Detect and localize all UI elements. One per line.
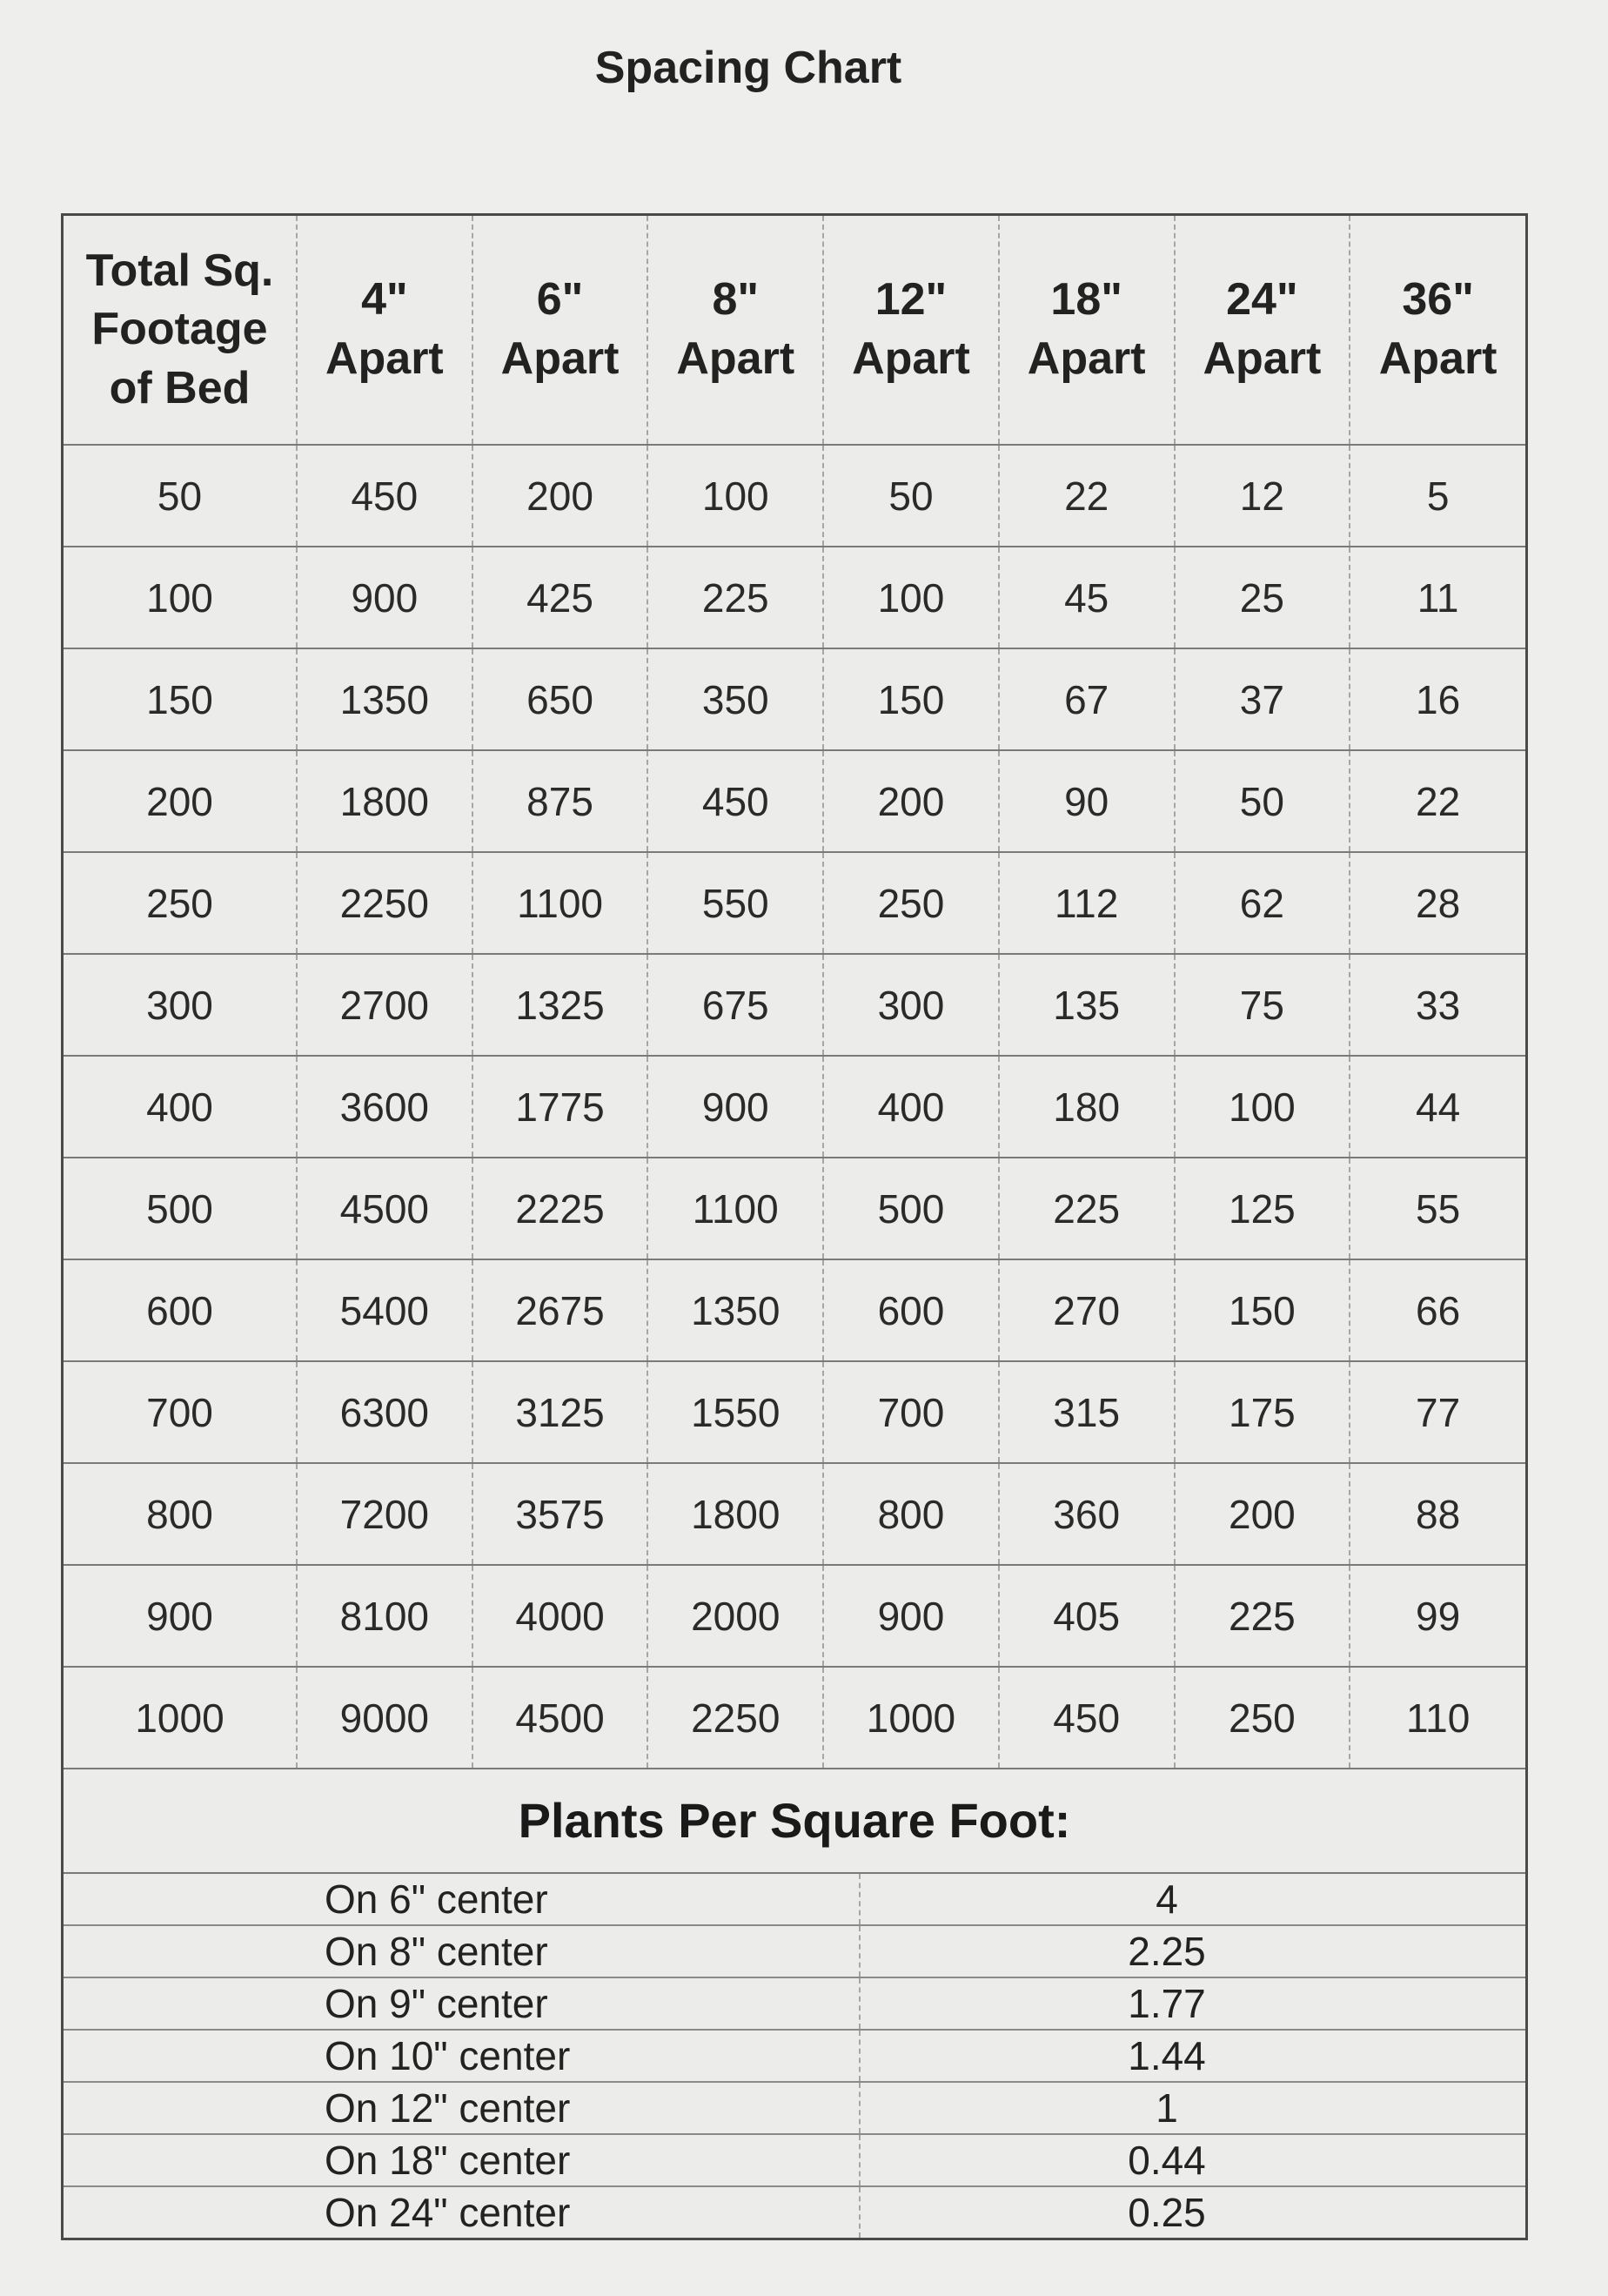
cell-bed-footage: 100 <box>64 547 297 648</box>
cell-plant-count: 360 <box>999 1463 1175 1565</box>
cell-plant-count: 135 <box>999 954 1175 1056</box>
cell-plant-count: 250 <box>823 852 999 954</box>
cell-bed-footage: 200 <box>64 750 297 852</box>
ppsf-center-label: On 6" center <box>64 1874 860 1925</box>
spacing-sheet <box>61 213 1528 2240</box>
ppsf-row <box>64 2082 1525 2134</box>
table-row <box>64 750 1525 852</box>
cell-bed-footage: 300 <box>64 954 297 1056</box>
table-row <box>64 445 1525 547</box>
header-spacing-col <box>823 216 999 445</box>
header-total-sq-footage <box>64 216 297 445</box>
ppsf-row <box>64 2186 1525 2238</box>
cell-plant-count: 1775 <box>472 1056 648 1158</box>
cell-plant-count: 50 <box>823 445 999 547</box>
cell-plant-count: 180 <box>999 1056 1175 1158</box>
ppsf-row <box>64 1925 1525 1977</box>
cell-plant-count: 350 <box>647 648 823 750</box>
cell-plant-count: 4000 <box>472 1565 648 1667</box>
cell-plant-count: 550 <box>647 852 823 954</box>
cell-plant-count: 9000 <box>297 1667 472 1769</box>
header-line: 4" <box>361 274 408 326</box>
header-line: Apart <box>1203 333 1322 384</box>
header-line: Apart <box>676 333 795 384</box>
cell-plant-count: 75 <box>1175 954 1350 1056</box>
header-spacing-col <box>1175 216 1350 445</box>
table-row <box>64 1056 1525 1158</box>
ppsf-value: 0.25 <box>1128 2190 1206 2235</box>
cell-plant-count: 1100 <box>647 1158 823 1259</box>
header-row <box>64 216 1525 445</box>
cell-plant-count: 900 <box>823 1565 999 1667</box>
cell-plant-count: 1350 <box>647 1259 823 1361</box>
header-line: 6" <box>536 274 584 326</box>
plants-per-square-foot-title: Plants Per Square Foot: <box>64 1769 1525 1874</box>
cell-bed-footage: 600 <box>64 1259 297 1361</box>
cell-plant-count: 700 <box>823 1361 999 1463</box>
header-line: 8" <box>712 274 760 326</box>
cell-bed-footage: 500 <box>64 1158 297 1259</box>
cell-plant-count: 6300 <box>297 1361 472 1463</box>
cell-plant-count: 450 <box>297 445 472 547</box>
cell-plant-count: 1325 <box>472 954 648 1056</box>
cell-plant-count: 66 <box>1350 1259 1525 1361</box>
cell-plant-count: 1000 <box>823 1667 999 1769</box>
cell-plant-count: 200 <box>1175 1463 1350 1565</box>
cell-plant-count: 2225 <box>472 1158 648 1259</box>
header-line: Total Sq. <box>85 245 274 296</box>
cell-plant-count: 1350 <box>297 648 472 750</box>
header-line: 24" <box>1226 274 1298 326</box>
page-title: Spacing Chart <box>594 43 902 93</box>
table-row <box>64 852 1525 954</box>
header-line: of Bed <box>109 362 251 413</box>
table-row <box>64 1463 1525 1565</box>
ppsf-center-label: On 12" center <box>64 2082 860 2134</box>
cell-plant-count: 175 <box>1175 1361 1350 1463</box>
ppsf-center-label: On 18" center <box>64 2134 860 2186</box>
cell-plant-count: 500 <box>823 1158 999 1259</box>
cell-plant-count: 405 <box>999 1565 1175 1667</box>
cell-plant-count: 1550 <box>647 1361 823 1463</box>
cell-plant-count: 800 <box>823 1463 999 1565</box>
cell-plant-count: 7200 <box>297 1463 472 1565</box>
cell-plant-count: 2675 <box>472 1259 648 1361</box>
header-spacing-col <box>297 216 472 445</box>
cell-plant-count: 225 <box>1175 1565 1350 1667</box>
cell-bed-footage: 800 <box>64 1463 297 1565</box>
cell-plant-count: 67 <box>999 648 1175 750</box>
cell-plant-count: 5 <box>1350 445 1525 547</box>
spacing-table <box>64 216 1525 1769</box>
table-row <box>64 1667 1525 1769</box>
cell-plant-count: 8100 <box>297 1565 472 1667</box>
ppsf-value: 1.44 <box>860 2030 1525 2082</box>
header-spacing-col <box>472 216 648 445</box>
cell-plant-count: 2700 <box>297 954 472 1056</box>
cell-plant-count: 55 <box>1350 1158 1525 1259</box>
cell-plant-count: 33 <box>1350 954 1525 1056</box>
ppsf-row <box>64 2030 1525 2082</box>
cell-plant-count: 25 <box>1175 547 1350 648</box>
ppsf-value: 0.44 <box>860 2134 1525 2186</box>
cell-plant-count: 28 <box>1350 852 1525 954</box>
table-row <box>64 648 1525 750</box>
cell-bed-footage: 50 <box>64 445 297 547</box>
cell-plant-count: 600 <box>823 1259 999 1361</box>
cell-bed-footage: 1000 <box>64 1667 297 1769</box>
cell-plant-count: 16 <box>1350 648 1525 750</box>
cell-plant-count: 62 <box>1175 852 1350 954</box>
ppsf-center-label: On 10" center <box>64 2030 860 2082</box>
ppsf-value: 4 <box>860 1874 1525 1925</box>
header-spacing-col <box>999 216 1175 445</box>
cell-plant-count: 1800 <box>647 1463 823 1565</box>
plants-per-square-foot-table <box>64 1874 1525 2238</box>
cell-plant-count: 3125 <box>472 1361 648 1463</box>
cell-plant-count: 200 <box>472 445 648 547</box>
cell-plant-count: 225 <box>999 1158 1175 1259</box>
cell-plant-count: 250 <box>1175 1667 1350 1769</box>
cell-plant-count: 400 <box>823 1056 999 1158</box>
header-line: 36" <box>1402 274 1474 326</box>
cell-plant-count: 2250 <box>647 1667 823 1769</box>
table-row <box>64 1565 1525 1667</box>
cell-bed-footage: 900 <box>64 1565 297 1667</box>
cell-plant-count: 1100 <box>472 852 648 954</box>
cell-plant-count: 12 <box>1175 445 1350 547</box>
ppsf-row <box>64 2134 1525 2186</box>
cell-plant-count: 88 <box>1350 1463 1525 1565</box>
header-line: Apart <box>500 333 620 384</box>
cell-plant-count: 11 <box>1350 547 1525 648</box>
cell-plant-count: 100 <box>823 547 999 648</box>
cell-plant-count: 315 <box>999 1361 1175 1463</box>
cell-plant-count: 450 <box>647 750 823 852</box>
cell-plant-count: 5400 <box>297 1259 472 1361</box>
table-row <box>64 954 1525 1056</box>
cell-plant-count: 270 <box>999 1259 1175 1361</box>
cell-plant-count: 225 <box>647 547 823 648</box>
cell-plant-count: 44 <box>1350 1056 1525 1158</box>
cell-plant-count: 100 <box>647 445 823 547</box>
cell-plant-count: 450 <box>999 1667 1175 1769</box>
cell-plant-count: 90 <box>999 750 1175 852</box>
cell-bed-footage: 400 <box>64 1056 297 1158</box>
header-line: Apart <box>1027 333 1146 384</box>
ppsf-value: 1 <box>860 2082 1525 2134</box>
cell-plant-count: 875 <box>472 750 648 852</box>
table-row <box>64 1259 1525 1361</box>
ppsf-center-label: On 9" center <box>64 1977 860 2030</box>
cell-plant-count: 300 <box>823 954 999 1056</box>
cell-plant-count: 4500 <box>472 1667 648 1769</box>
cell-plant-count: 2000 <box>647 1565 823 1667</box>
ppsf-row <box>64 1874 1525 1925</box>
cell-plant-count: 2250 <box>297 852 472 954</box>
cell-plant-count: 99 <box>1350 1565 1525 1667</box>
cell-plant-count: 675 <box>647 954 823 1056</box>
table-body <box>64 445 1525 1769</box>
cell-plant-count: 112 <box>999 852 1175 954</box>
cell-plant-count: 50 <box>1175 750 1350 852</box>
cell-plant-count: 200 <box>823 750 999 852</box>
header-line: Apart <box>852 333 970 384</box>
cell-plant-count: 77 <box>1350 1361 1525 1463</box>
cell-plant-count: 3600 <box>297 1056 472 1158</box>
cell-plant-count: 900 <box>647 1056 823 1158</box>
table-row <box>64 547 1525 648</box>
ppsf-center-label: On 24" center <box>64 2186 860 2238</box>
header-line: Apart <box>1378 333 1497 384</box>
cell-plant-count: 110 <box>1350 1667 1525 1769</box>
cell-plant-count: 900 <box>297 547 472 648</box>
cell-plant-count: 100 <box>1175 1056 1350 1158</box>
header-line: 12" <box>874 274 948 326</box>
cell-plant-count: 37 <box>1175 648 1350 750</box>
header-spacing-col <box>647 216 823 445</box>
ppsf-value: 2.25 <box>860 1925 1525 1977</box>
cell-plant-count: 4500 <box>297 1158 472 1259</box>
cell-plant-count: 150 <box>1175 1259 1350 1361</box>
cell-plant-count: 425 <box>472 547 648 648</box>
ppsf-center-label: On 8" center <box>64 1925 860 1977</box>
cell-bed-footage: 250 <box>64 852 297 954</box>
cell-bed-footage: 700 <box>64 1361 297 1463</box>
table-row <box>64 1361 1525 1463</box>
cell-plant-count: 150 <box>823 648 999 750</box>
ppsf-value: 1.77 <box>860 1977 1525 2030</box>
ppsf-row <box>64 1977 1525 2030</box>
cell-bed-footage: 150 <box>64 648 297 750</box>
header-spacing-col <box>1350 216 1525 445</box>
cell-plant-count: 650 <box>472 648 648 750</box>
cell-plant-count: 125 <box>1175 1158 1350 1259</box>
cell-plant-count: 22 <box>999 445 1175 547</box>
header-line: 18" <box>1050 274 1122 326</box>
header-line: Apart <box>325 333 444 384</box>
cell-plant-count: 22 <box>1350 750 1525 852</box>
cell-plant-count: 3575 <box>472 1463 648 1565</box>
header-line: Footage <box>91 304 268 355</box>
cell-plant-count: 1800 <box>297 750 472 852</box>
table-row <box>64 1158 1525 1259</box>
cell-plant-count: 45 <box>999 547 1175 648</box>
